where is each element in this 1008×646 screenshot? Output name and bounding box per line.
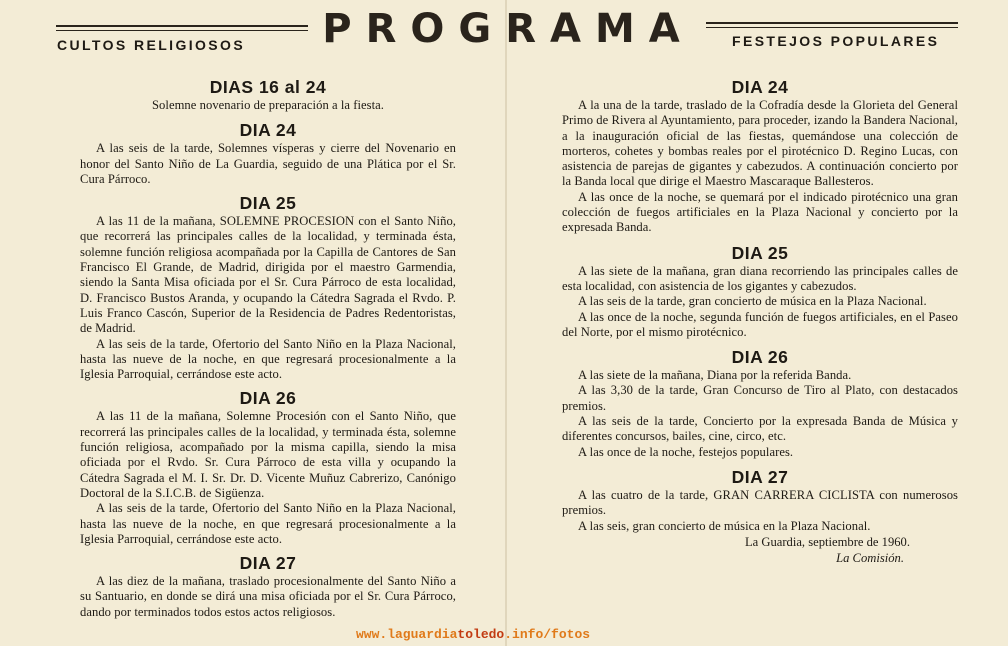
watermark-url [356, 627, 590, 642]
event-paragraph: A las cuatro de la tarde, GRAN CARRERA CICLISTA con numerosos premios. [562, 487, 958, 518]
program-header [0, 0, 1008, 62]
day-heading: DIA 27 [731, 466, 789, 487]
day-heading: DIA 25 [239, 193, 297, 214]
place-date: La Guardia, septiembre de 1960. [744, 534, 910, 549]
event-paragraph: A las 11 de la mañana, Solemne Procesión con el Santo Niño, que recorrerá las principales calles de la localidad, y terminada ésta, solemne función religiosa, acompañado por la misma capilla, siendo la misa oficiada por el Rvdo. Sr. Cura Párroco de esta villa y ocupando la Cátedra Sagrada el M. I. Sr. Dr. D. Vicente Muñuz Cabrerizo, Canónigo Doctoral de la S.I.C.B. de Sigüenza. [80, 409, 456, 500]
day-heading: DIAS 16 al 24 [209, 77, 327, 97]
event-paragraph: A las once de la noche, festejos populares. [578, 444, 794, 459]
day-heading: DIA 25 [731, 242, 789, 263]
section-title-popular: FESTEJOS POPULARES [732, 33, 940, 49]
event-paragraph: A las 11 de la mañana, SOLEMNE PROCESION con el Santo Niño, que recorrerá las principales calles de la localidad, y terminada ésta, solemne función religiosa acompañada por la Capilla de Cantores de San Francisco El Grande, de Madrid, dirigida por el maestro Garmendia, siendo la Santa Misa oficiada por el Sr. Cura Párroco de esta localidad, D. Francisco Bustos Aranda, y ocupando la Cátedra Sagrada el Rvdo. P. Luis Franco Cascón, Superior de la Residencia de Padres Redentoristas, de Madrid. [80, 214, 456, 336]
watermark-suffix: .info/fotos [504, 627, 591, 642]
festivities-column [562, 76, 958, 566]
section-title-religious: CULTOS RELIGIOSOS [57, 37, 246, 53]
day-heading: DIA 27 [239, 553, 297, 574]
header-rule-left-thin [56, 30, 308, 31]
day-heading: DIA 26 [239, 388, 297, 409]
event-paragraph: A las siete de la mañana, gran diana recorriendo las principales calles de esta localidad, con asistencia de los gigantes y cabezudos. [562, 263, 958, 293]
watermark-domain: toledo [457, 627, 505, 642]
page-fold [505, 0, 507, 646]
day-heading: DIA 24 [239, 120, 297, 141]
event-paragraph: A las seis de la tarde, Ofertorio del Santo Niño en la Plaza Nacional, hasta las nueve de la noche, en que regresará procesionalmente a la Iglesia Parroquial, cerrándose este acto. [80, 501, 456, 546]
event-paragraph: A las 3,30 de la tarde, Gran Concurso de Tiro al Plato, con destacados premios. [562, 383, 958, 413]
event-paragraph: Solemne novenario de preparación a la fiesta. [152, 98, 384, 112]
event-paragraph: A las siete de la mañana, Diana por la referida Banda. [578, 368, 852, 383]
day-heading: DIA 26 [731, 347, 789, 368]
event-paragraph: A las seis de la tarde, Ofertorio del Santo Niño en la Plaza Nacional, hasta las nueve de la noche, en que regresará procesionalmente a la Iglesia Parroquial, cerrándose este acto. [80, 336, 456, 382]
program-title: PROGRAMA [322, 6, 694, 52]
religious-column [80, 76, 456, 620]
event-paragraph: A las seis, gran concierto de música en la Plaza Nacional. [578, 518, 871, 533]
event-paragraph: A las once de la noche, se quemará por el indicado pirotécnico una gran colección de fuegos artificiales en la Plaza Nacional y concierto por la expresada Banda. [562, 189, 958, 235]
day-heading: DIA 24 [731, 77, 789, 97]
event-paragraph: A las seis de la tarde, Solemnes vísperas y cierre del Novenario en honor del Santo Niño de La Guardia, seguido de una Plática por el Sr. Cura Párroco. [80, 141, 456, 186]
header-rule-right-thin [706, 27, 958, 28]
event-paragraph: A la una de la tarde, traslado de la Cofradía desde la Glorieta del General Primo de Rivera al Ayuntamiento, para proceder, izando la Bandera Nacional, a la inauguración oficial de las fiestas, quemándose una colección de morteros, cohetes y bombas reales por el pirotécnico D. Regino Lucas, con asistencia de parejas de gigantes y cabezudos. A continuación concierto por la Banda local que dirige el Maestro Mascaraque Ballesteros. [562, 98, 958, 189]
event-paragraph: A las seis de la tarde, Concierto por la expresada Banda de Música y diferentes concursos, bailes, cine, circo, etc. [562, 414, 958, 444]
header-rule-left [56, 25, 308, 27]
event-paragraph: A las diez de la mañana, traslado procesionalmente del Santo Niño a su Santuario, en donde se dirá una misa oficiada por el Sr. Cura Párroco, dando por terminados todos estos actos religiosos. [80, 574, 456, 619]
watermark-prefix: www.laguardia [356, 627, 458, 642]
signature: La Comisión. [836, 550, 904, 565]
header-rule-right [706, 22, 958, 24]
event-paragraph: A las seis de la tarde, gran concierto de música en la Plaza Nacional. [578, 294, 927, 309]
event-paragraph: A las once de la noche, segunda función de fuegos artificiales, en el Paseo del Norte, por el mismo pirotécnico. [562, 309, 958, 339]
